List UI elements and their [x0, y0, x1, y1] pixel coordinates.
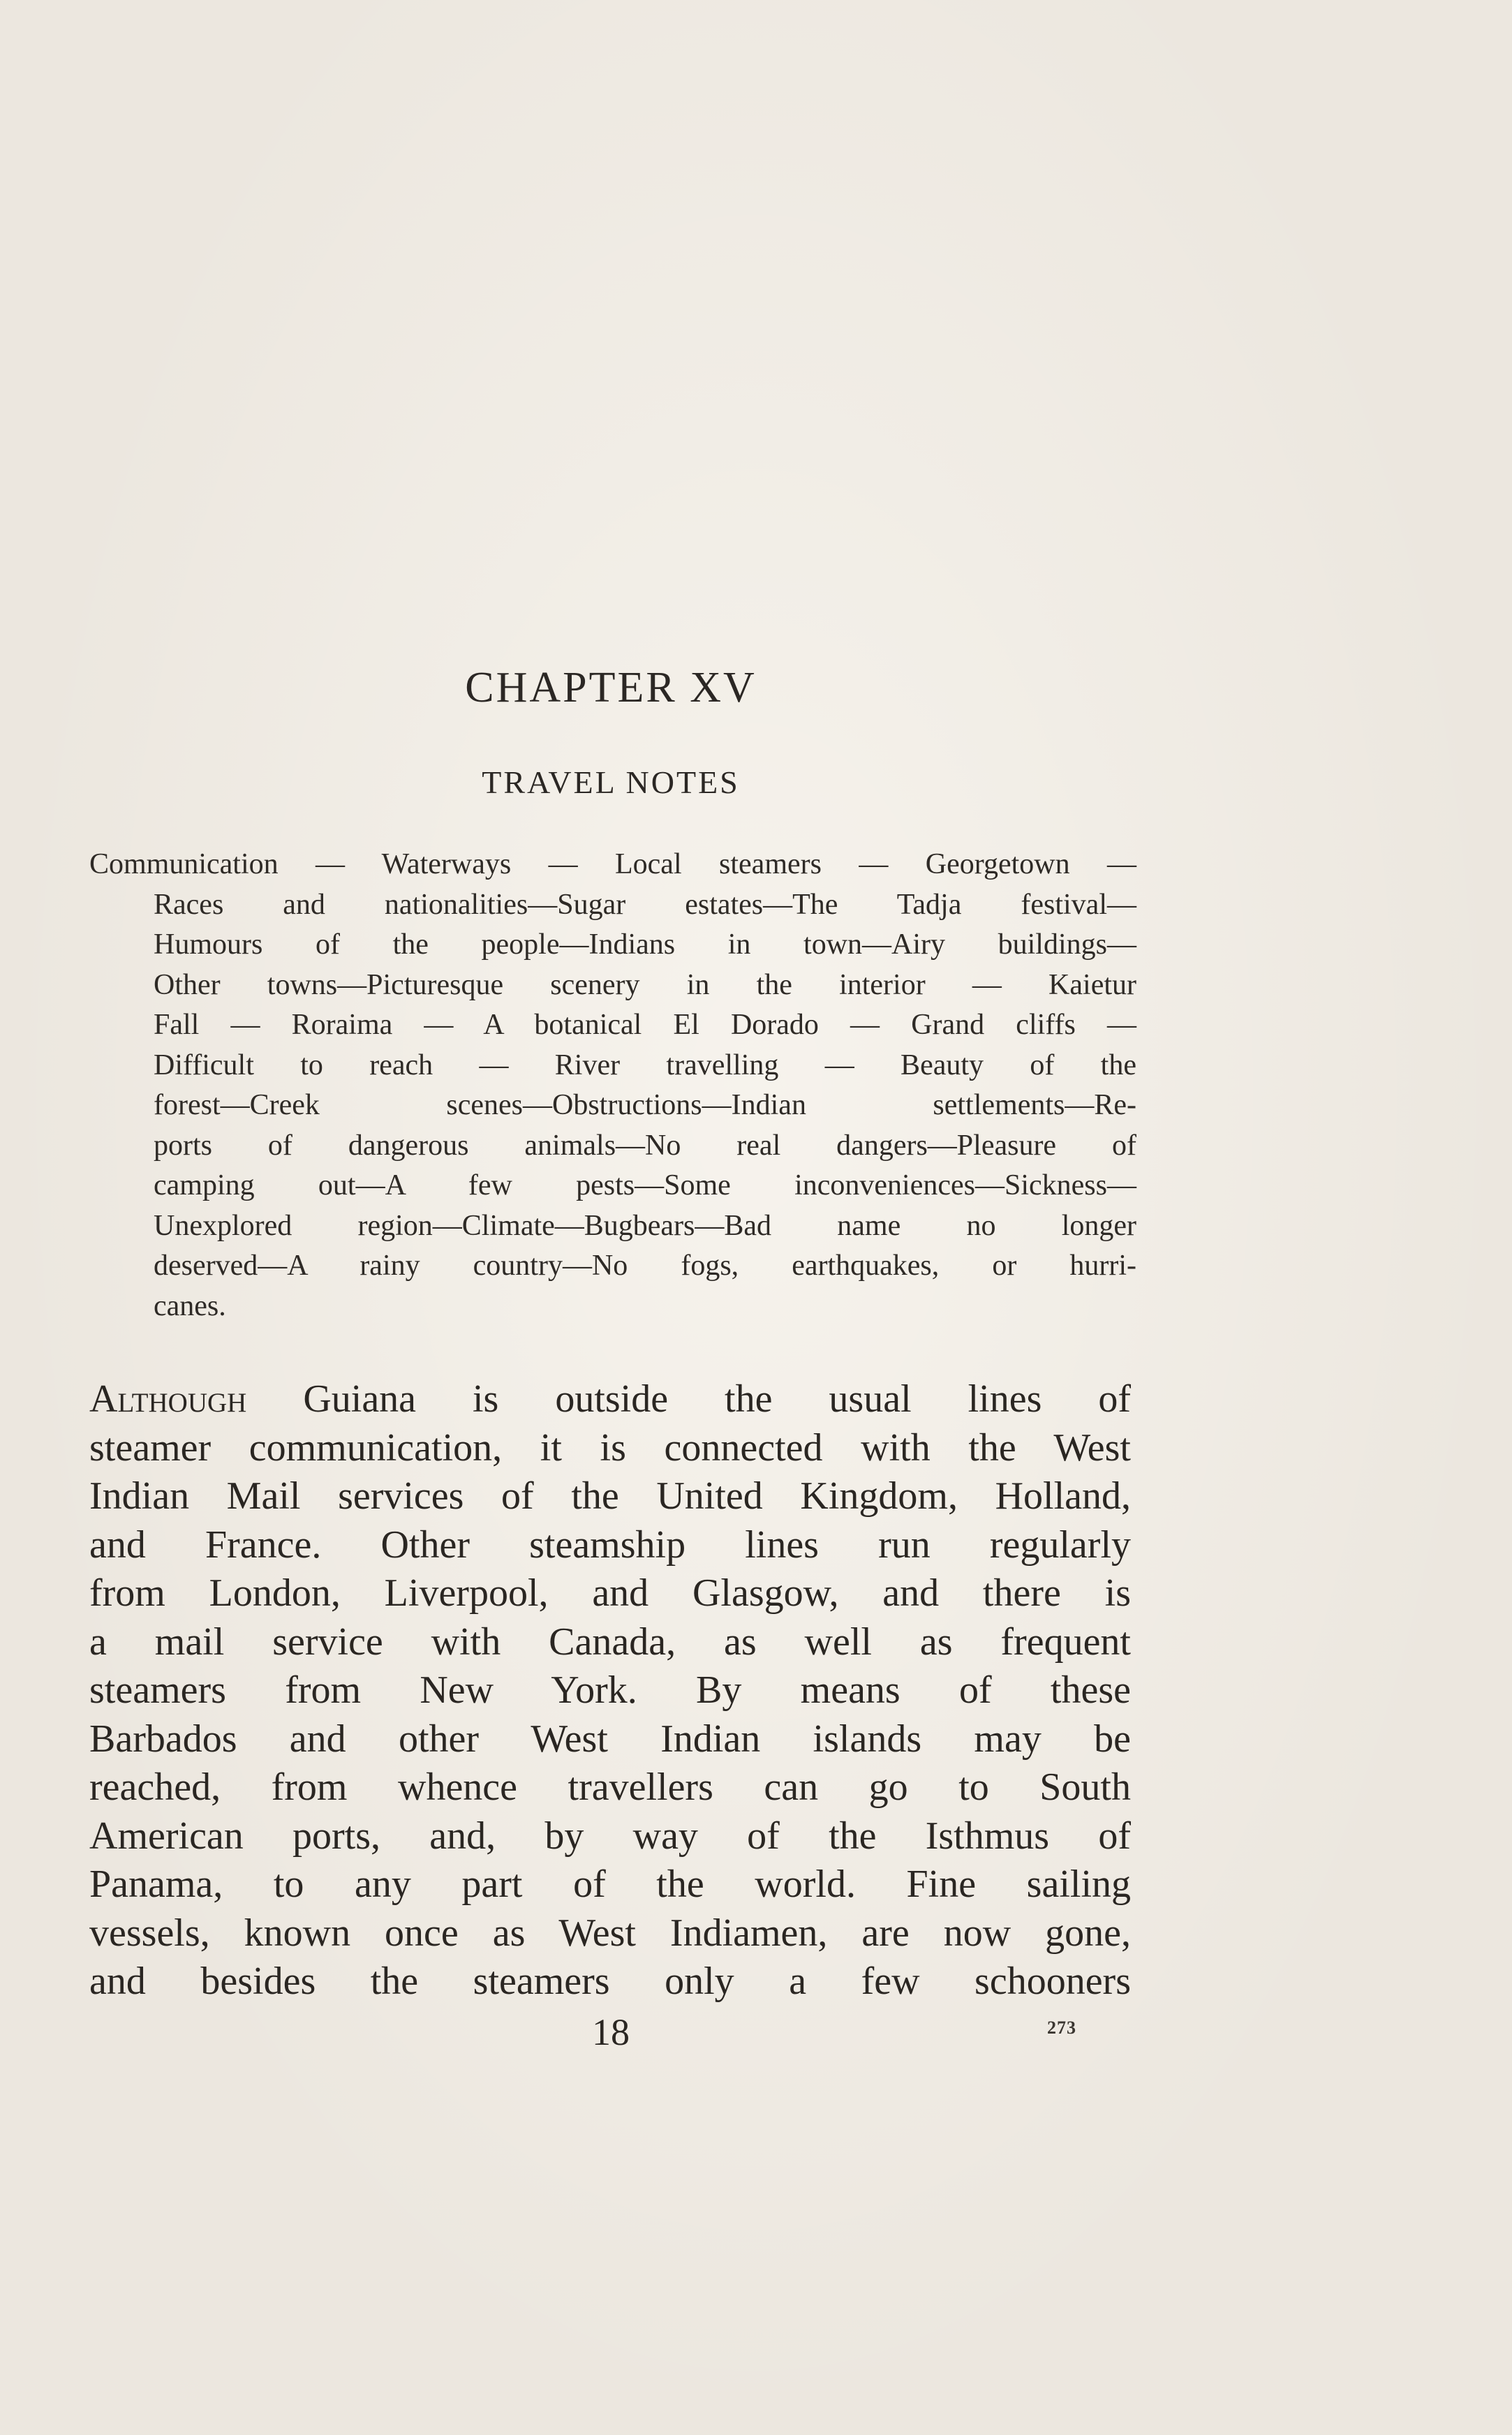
body-line: steamer communication, it is connected with the West: [89, 1426, 1131, 1470]
synopsis-line: Communication — Waterways — Local steamers — Georgetown —: [89, 848, 1136, 880]
body-line: and besides the steamers only a few schooners: [89, 1960, 1131, 2003]
body-line: Barbados and other West Indian islands may be: [89, 1717, 1131, 1761]
first-line-text: Guiana is outside the usual lines of: [246, 1377, 1131, 1421]
body-line: steamers from New York. By means of these: [89, 1668, 1131, 1712]
synopsis-line: Difficult to reach — River travelling — Beauty of the: [154, 1049, 1136, 1081]
body-line: Panama, to any part of the world. Fine sailing: [89, 1863, 1131, 1906]
chapter-synopsis: [89, 845, 1136, 1326]
synopsis-line: ports of dangerous animals—No real dangers—Pleasure of: [154, 1129, 1136, 1162]
body-line: Indian Mail services of the United Kingdom, Holland,: [89, 1474, 1131, 1518]
chapter-subtitle: TRAVEL NOTES: [482, 764, 740, 800]
page-number: 273: [1047, 2018, 1076, 2038]
body-line: vessels, known once as West Indiamen, are now gone,: [89, 1911, 1131, 1955]
body-line: reached, from whence travellers can go to South: [89, 1766, 1131, 1809]
body-line: from London, Liverpool, and Glasgow, and there is: [89, 1571, 1131, 1615]
lead-word: Although: [89, 1377, 247, 1421]
synopsis-line: Other towns—Picturesque scenery in the interior — Kaietur: [154, 968, 1136, 1001]
synopsis-line: Races and nationalities—Sugar estates—The Tadja festival—: [154, 888, 1136, 921]
body-line-first: [89, 1375, 1131, 1424]
synopsis-line: canes.: [154, 1289, 226, 1322]
synopsis-line: Unexplored region—Climate—Bugbears—Bad name no longer: [154, 1209, 1136, 1242]
body-line: and France. Other steamship lines run regularly: [89, 1523, 1131, 1567]
synopsis-line: Fall — Roraima — A botanical El Dorado — Grand cliffs —: [154, 1009, 1136, 1041]
synopsis-line: forest—Creek scenes—Obstructions—Indian settlements—Re-: [154, 1089, 1136, 1121]
synopsis-line: deserved—A rainy country—No fogs, earthquakes, or hurri-: [154, 1250, 1136, 1282]
signature-mark: 18: [592, 2011, 630, 2053]
body-paragraph: [89, 1375, 1131, 2006]
body-line: American ports, and, by way of the Isthmus of: [89, 1814, 1131, 1858]
chapter-heading: CHAPTER XV: [465, 664, 757, 711]
synopsis-line: Humours of the people—Indians in town—Airy buildings—: [154, 928, 1136, 961]
synopsis-line: camping out—A few pests—Some inconveniences—Sickness—: [154, 1169, 1136, 1201]
body-line: a mail service with Canada, as well as frequent: [89, 1620, 1131, 1664]
